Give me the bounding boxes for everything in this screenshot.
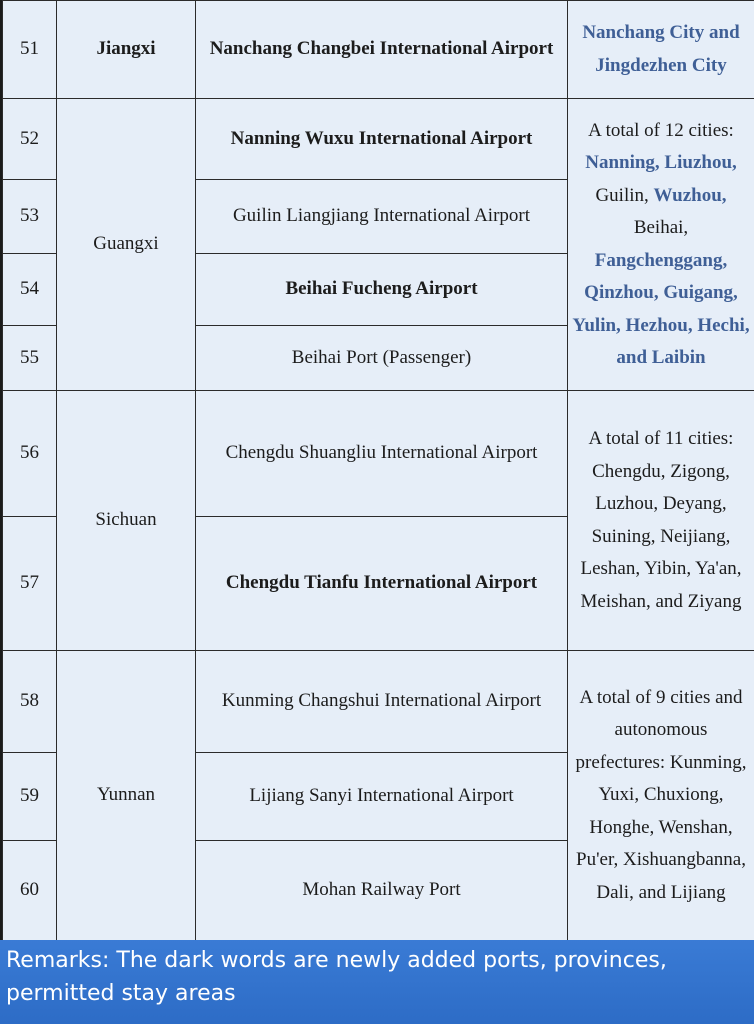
city-text: Guilin, <box>595 184 654 206</box>
row-number: 60 <box>3 841 57 941</box>
permitted-stay-area-cell <box>568 391 754 651</box>
row-number: 58 <box>3 651 57 753</box>
city-text: Fangchenggang, Qinzhou, Guigang, Yulin, Hezhou, Hechi, and Laibin <box>572 249 750 368</box>
province-cell: Guangxi <box>57 99 196 391</box>
city-text: A total of 11 cities: Chengdu, Zigong, Luzhou, Deyang, Suining, Neijiang, Leshan, Yibin, Ya'an, Meishan, and Ziyang <box>580 428 742 612</box>
city-text: Nanchang City and Jingdezhen City <box>582 22 740 76</box>
port-cell: Chengdu Shuangliu International Airport <box>196 391 568 517</box>
row-number: 55 <box>3 326 57 391</box>
port-cell: Lijiang Sanyi International Airport <box>196 753 568 841</box>
ports-table <box>2 0 754 941</box>
table-row <box>3 1 754 99</box>
row-number: 51 <box>3 1 57 99</box>
permitted-stay-area-cell <box>568 1 754 99</box>
permitted-stay-area-cell <box>568 651 754 941</box>
port-cell: Kunming Changshui International Airport <box>196 651 568 753</box>
city-text: A total of 12 cities: <box>588 119 734 141</box>
permitted-stay-area-cell <box>568 99 754 391</box>
port-cell: Guilin Liangjiang International Airport <box>196 180 568 254</box>
port-cell: Mohan Railway Port <box>196 841 568 941</box>
port-cell: Nanning Wuxu International Airport <box>196 99 568 180</box>
row-number: 53 <box>3 180 57 254</box>
province-cell: Jiangxi <box>57 1 196 99</box>
port-cell: Chengdu Tianfu International Airport <box>196 517 568 651</box>
province-cell: Sichuan <box>57 391 196 651</box>
table-row <box>3 99 754 180</box>
port-cell: Nanchang Changbei International Airport <box>196 1 568 99</box>
port-cell: Beihai Port (Passenger) <box>196 326 568 391</box>
province-cell: Yunnan <box>57 651 196 941</box>
city-text: Beihai, <box>633 217 689 238</box>
table-row <box>3 391 754 517</box>
table-row <box>3 651 754 753</box>
port-cell: Beihai Fucheng Airport <box>196 254 568 326</box>
city-text: Wuzhou, <box>653 184 727 206</box>
row-number: 52 <box>3 99 57 180</box>
row-number: 57 <box>3 517 57 651</box>
row-number: 59 <box>3 753 57 841</box>
remarks-banner: Remarks: The dark words are newly added ports, provinces, permitted stay areas <box>0 940 754 1024</box>
row-number: 54 <box>3 254 57 326</box>
row-number: 56 <box>3 391 57 517</box>
city-text: A total of 9 cities and autonomous prefectures: Kunming, Yuxi, Chuxiong, Honghe, Wenshan, Pu'er, Xishuangbanna, Dali, and Lijiang <box>575 686 747 903</box>
city-text: Nanning, Liuzhou, <box>585 152 737 173</box>
